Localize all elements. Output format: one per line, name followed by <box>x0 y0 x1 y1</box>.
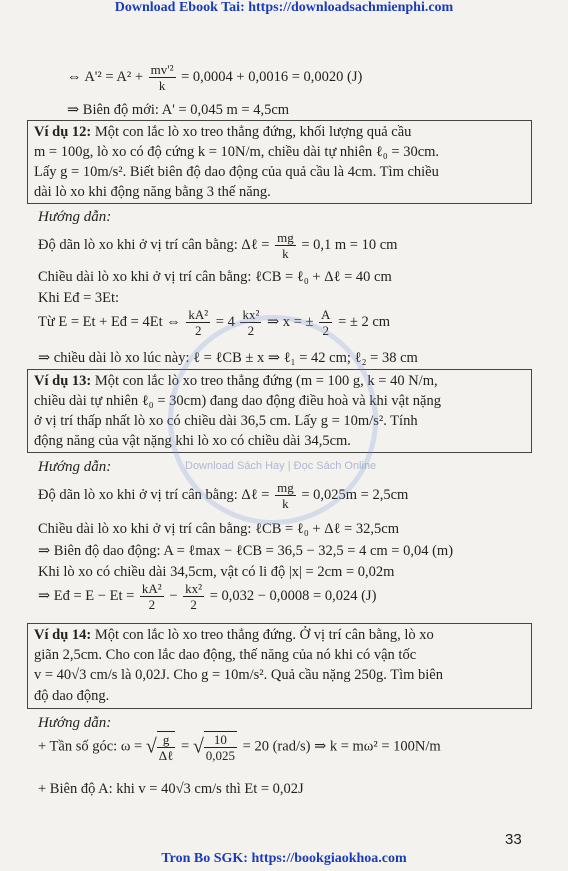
ex14-step-2: + Biên độ A: khi v = 40√3 cm/s thì Et = 0,02J <box>38 781 304 797</box>
numerator: kx² <box>242 307 260 322</box>
equation-part: = 0,1 m = 10 cm <box>301 236 398 253</box>
example-text: Một con lắc lò xo treo thẳng đứng, khối lượng quả cầu <box>91 124 412 140</box>
fraction <box>149 62 176 93</box>
guide-heading: Hướng dẫn: <box>38 459 112 475</box>
denominator: k <box>282 496 289 511</box>
example-13-line-3: ở vị trí thấp nhất lò xo có chiều dài 36,5 cm. Lấy g = 10m/s². Tính <box>34 413 418 429</box>
denominator: k <box>282 246 289 261</box>
watermark-text: Download Sách Hay | Đọc Sách Online <box>185 460 377 472</box>
ex13-step-2: Chiều dài lò xo khi ở vị trí cân bằng: ℓCB = ℓ₀ + Δℓ = 32,5cm <box>38 521 400 537</box>
example-text: Một con lắc lò xo treo thẳng đứng (m = 100 g, k = 40 N/m, <box>91 373 438 389</box>
equation-part: ⇒ x = ± <box>267 313 314 330</box>
equation-part: − <box>169 587 178 604</box>
equation-part: Độ dãn lò xo khi ở vị trí cân bằng: Δℓ = <box>38 236 270 253</box>
equation-part: Độ dãn lò xo khi ở vị trí cân bằng: Δℓ = <box>38 486 270 503</box>
equation-part: = 0,0004 + 0,0016 = 0,0020 (J) <box>181 68 363 85</box>
numerator: A <box>321 307 331 322</box>
equation-part: = 0,025m = 2,5cm <box>301 486 409 503</box>
equation-part: + Tần số góc: ω = <box>38 738 143 755</box>
fraction <box>275 230 296 261</box>
ex12-step-5: ⇒ chiều dài lò xo lúc này: ℓ = ℓCB ± x ⇒ ℓ₁ = 42 cm; ℓ₂ = 38 cm <box>38 350 418 366</box>
example-label: Ví dụ 13: <box>34 373 92 389</box>
page-header[interactable]: Download Ebook Tai: https://downloadsachmienphi.com <box>114 0 454 15</box>
fraction <box>157 731 176 763</box>
equation-part: = 4 <box>215 313 235 330</box>
numerator: mv'² <box>150 62 174 77</box>
numerator: mg <box>277 230 294 245</box>
denominator: k <box>158 78 166 93</box>
denominator: 2 <box>190 597 197 612</box>
page-number: 33 <box>505 831 522 848</box>
example-text: Một con lắc lò xo treo thẳng đứng. Ở vị trí cân bằng, lò xo <box>91 627 434 643</box>
example-13-line-4: động năng của vật nặng khi lò xo có chiều dài 34,5cm. <box>34 433 351 449</box>
fraction <box>140 581 164 612</box>
denominator: 2 <box>322 323 329 338</box>
sqrt-icon: √ <box>145 735 157 758</box>
example-12-line-4: dài lò xo khi động năng bằng 3 thế năng. <box>34 184 271 200</box>
guide-heading: Hướng dẫn: <box>38 209 112 225</box>
ex13-step-5 <box>38 581 376 612</box>
ex13-step-3: ⇒ Biên độ dao động: A = ℓmax − ℓCB = 36,5 − 32,5 = 4 cm = 0,04 (m) <box>38 543 454 559</box>
watermark-circle <box>168 315 378 525</box>
example-14-line-4: độ dao động. <box>34 688 110 704</box>
page-footer[interactable]: Tron Bo SGK: https://bookgiaokhoa.com <box>161 851 407 866</box>
example-14-box <box>27 623 532 709</box>
denominator: 2 <box>195 323 202 338</box>
equation-part: = 0,032 − 0,0008 = 0,024 (J) <box>209 587 377 604</box>
denominator: 2 <box>148 597 156 612</box>
numerator: kA² <box>188 307 209 322</box>
equation-part: Từ E = Et + Eđ = 4Et ⇔ <box>38 313 181 330</box>
equation-part: ⇒ Eđ = E − Et = <box>38 587 135 604</box>
equation-energy <box>67 62 362 93</box>
example-12-box <box>27 120 532 204</box>
sqrt-icon: √ <box>192 735 204 758</box>
fraction <box>204 731 237 763</box>
example-13-line-2: chiều dài tự nhiên ℓ₀ = 30cm) đang dao động điều hoà và khi vật nặng <box>34 393 441 409</box>
example-14-line-2: giãn 2,5cm. Cho con lắc dao động, thế năng của nó khi có vận tốc <box>34 647 417 663</box>
equation-part: = <box>181 738 190 755</box>
ex12-step-1 <box>38 230 397 261</box>
numerator: kA² <box>141 581 162 596</box>
example-label: Ví dụ 14: <box>34 627 92 643</box>
ex13-step-4: Khi lò xo có chiều dài 34,5cm, vật có li độ |x| = 2cm = 0,02m <box>38 564 395 580</box>
example-14-line-3: v = 40√3 cm/s là 0,02J. Cho g = 10m/s². Quả cầu nặng 250g. Tìm biên <box>34 667 443 683</box>
equation-part: ⇔ A'² = A² + <box>67 68 144 85</box>
numerator: 10 <box>204 732 237 748</box>
example-label: Ví dụ 12: <box>34 124 92 140</box>
numerator: g <box>157 732 176 748</box>
example-12-line-1 <box>34 123 411 141</box>
equation-part: = 20 (rad/s) ⇒ k = mω² = 100N/m <box>242 738 441 755</box>
ex12-step-2: Chiều dài lò xo khi ở vị trí cân bằng: ℓCB = ℓ₀ + Δℓ = 40 cm <box>38 269 392 285</box>
denominator: Δℓ <box>158 748 174 763</box>
example-12-line-2: m = 100g, lò xo có độ cứng k = 10N/m, chiều dài tự nhiên ℓ₀ = 30cm. <box>34 144 440 160</box>
example-12-line-3: Lấy g = 10m/s². Biết biên độ dao động của quả cầu là 4cm. Tìm chiều <box>34 164 439 180</box>
numerator: mg <box>277 480 294 495</box>
example-14-line-1 <box>34 626 434 644</box>
ex14-step-1 <box>38 731 441 763</box>
fraction <box>186 307 210 338</box>
new-amplitude-line: ⇒ Biên độ mới: A' = 0,045 m = 4,5cm <box>67 102 290 118</box>
numerator: kx² <box>185 581 203 596</box>
guide-heading: Hướng dẫn: <box>38 715 112 731</box>
fraction <box>183 581 204 612</box>
denominator: 0,025 <box>205 748 236 763</box>
ex12-step-3: Khi Eđ = 3Et: <box>38 290 120 306</box>
denominator: 2 <box>247 323 255 338</box>
equation-part: = ± 2 cm <box>338 313 391 330</box>
